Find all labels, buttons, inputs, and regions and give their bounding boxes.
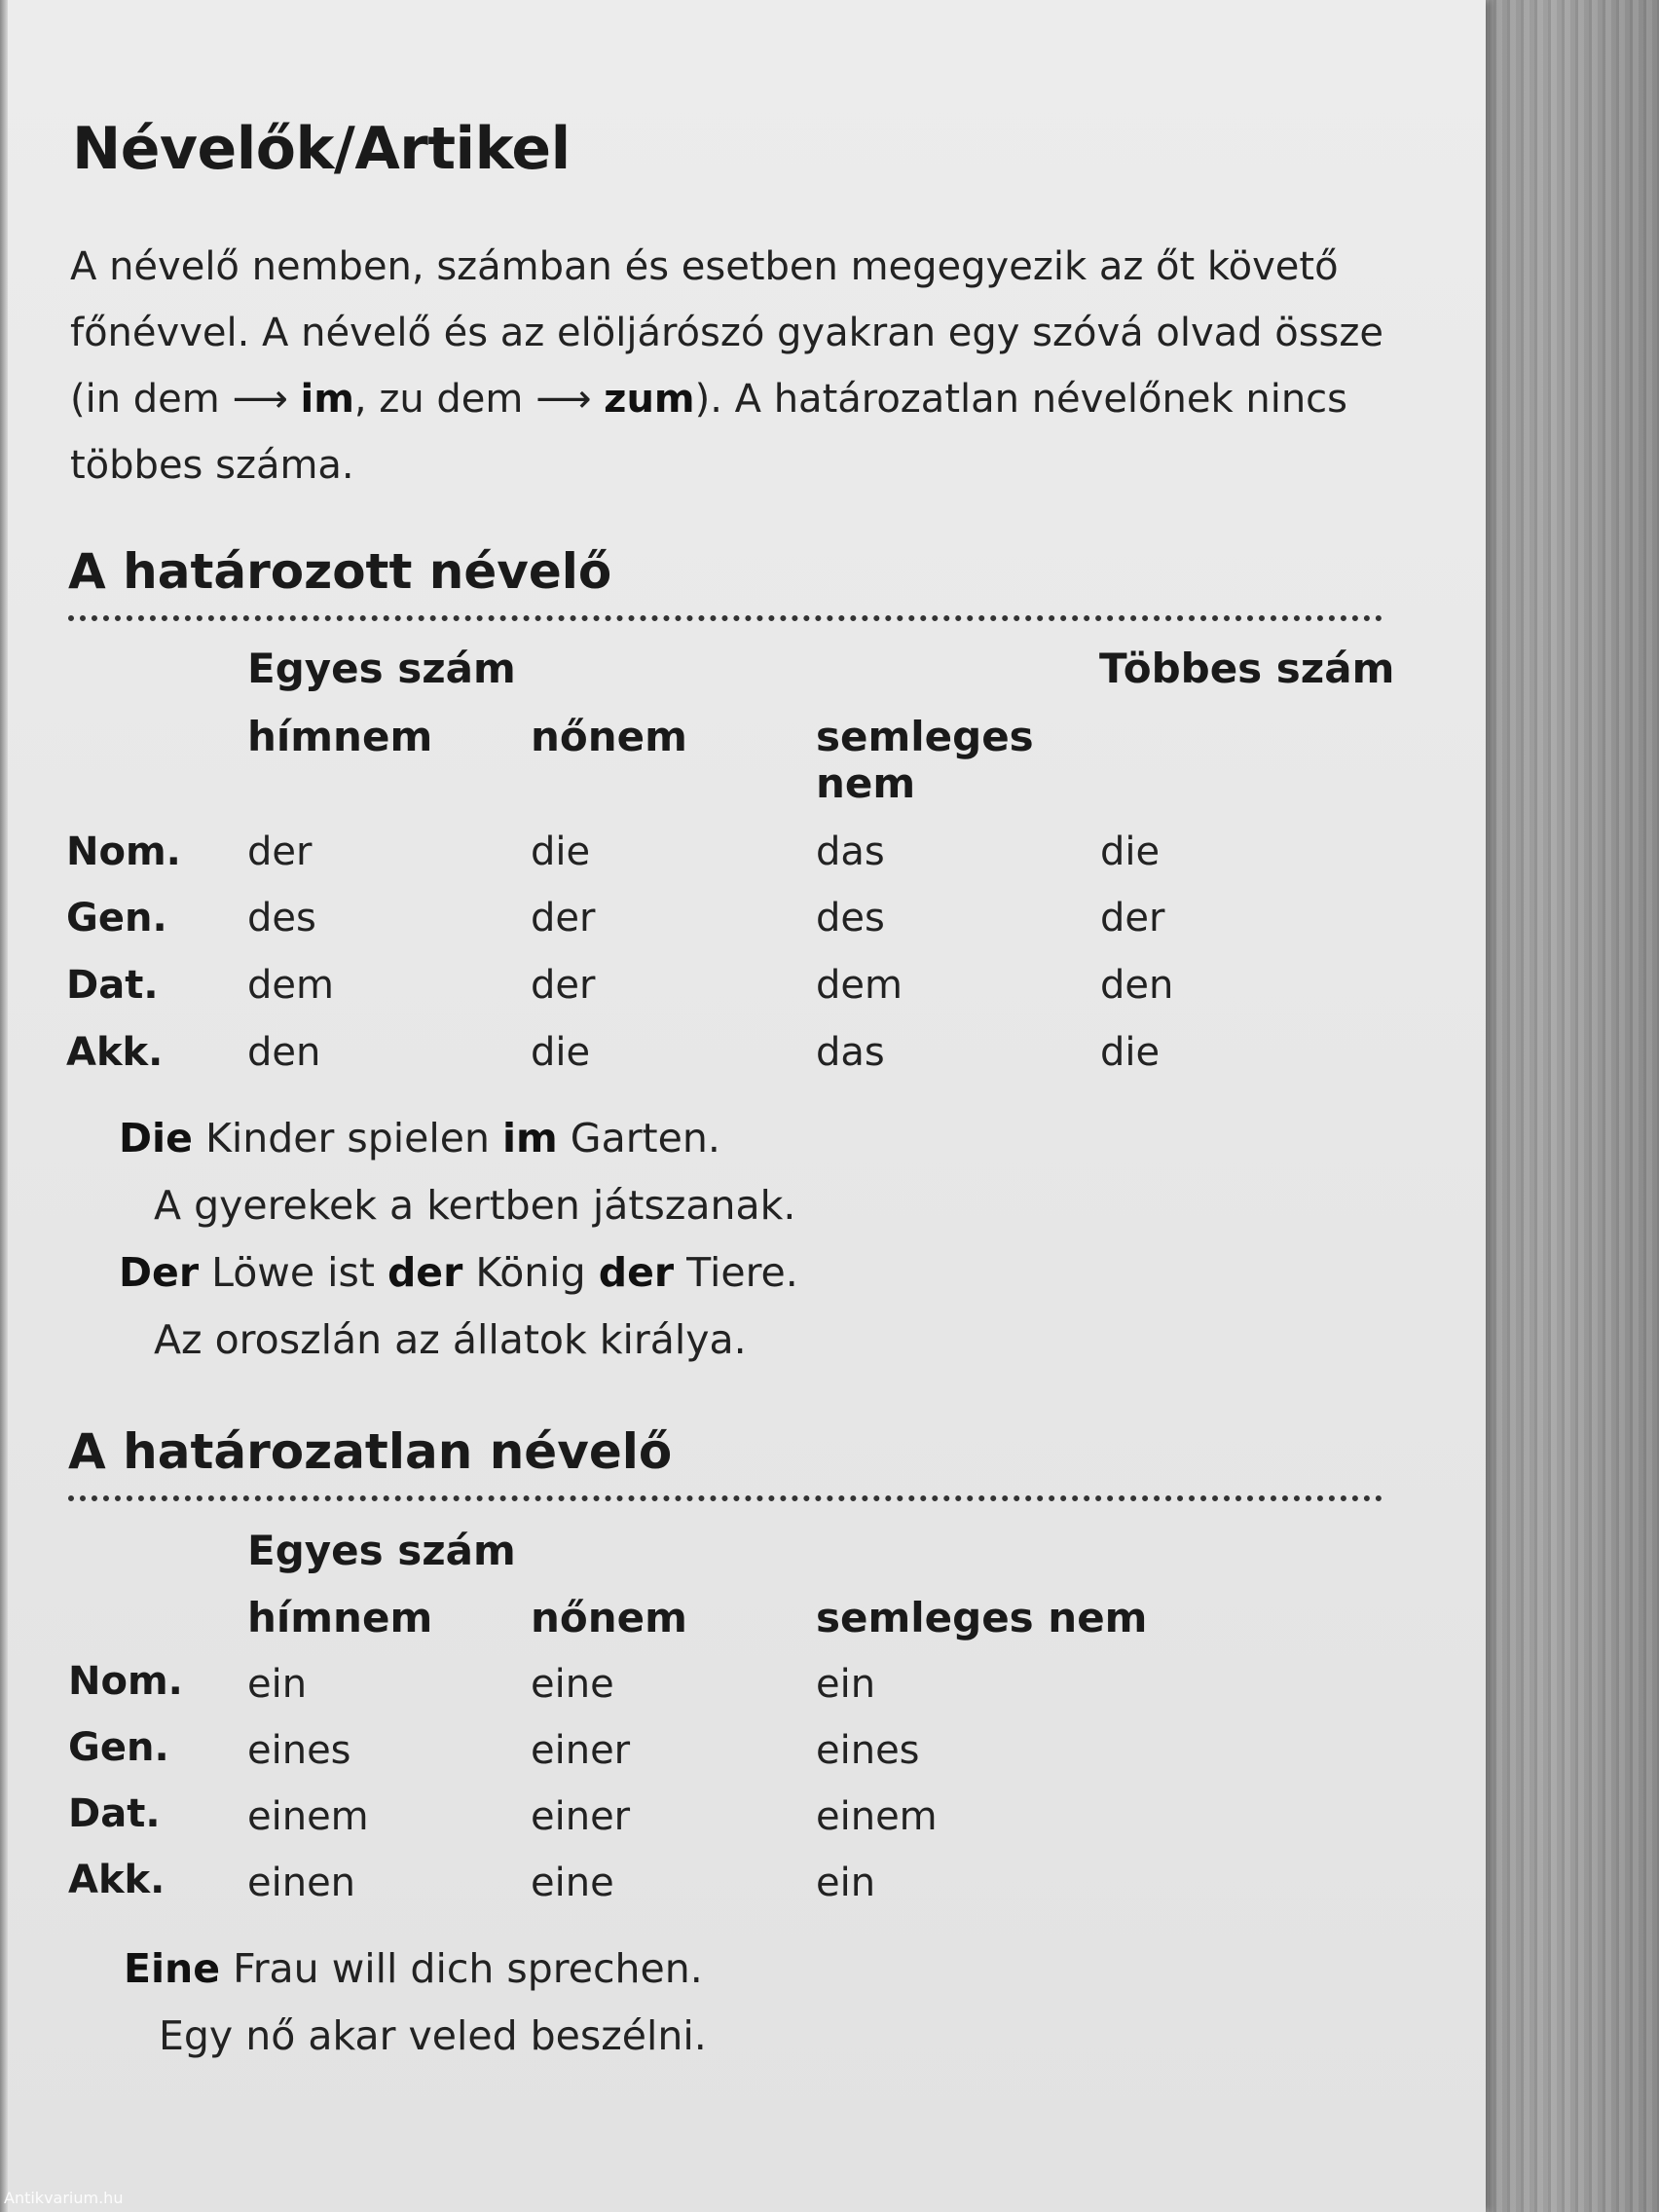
gender-header-neuter: semleges [816,713,1034,760]
example-text: Frau will dich sprechen. [220,1945,703,1992]
definite-heading: A határozott névelő [68,543,612,600]
intro-line-4: többes száma. [70,443,354,488]
intro-text: ). A határozatlan névelőnek nincs [694,377,1348,422]
example-text: Löwe ist [199,1249,387,1296]
table-cell: ein [247,1662,308,1707]
example-bold: Der [119,1249,200,1296]
table-cell: der [247,830,313,874]
example-text: Tiere. [674,1249,798,1296]
table-cell: den [1100,963,1174,1008]
table-cell: dem [816,963,903,1008]
case-label: Akk. [68,1858,166,1902]
intro-line-2: főnévvel. A névelő és az elöljárószó gyakran egy szóvá olvad össze [70,311,1384,355]
example-bold: der [598,1249,675,1296]
example-text: Garten. [557,1115,720,1161]
table-cell: des [247,896,316,940]
case-label: Dat. [66,963,159,1008]
page-edge [0,0,8,2212]
table-cell: einer [531,1794,631,1839]
definite-plural-label: Többes szám [1099,645,1395,692]
gender-header-masculine: hímnem [247,1594,433,1641]
table-cell: eines [247,1728,351,1773]
table-cell: die [531,1030,591,1075]
case-label: Nom. [66,830,181,874]
example-bold: Eine [124,1945,221,1992]
example-sentence [124,1945,703,1992]
example-text: König [462,1249,599,1296]
table-cell: das [816,1030,885,1075]
example-bold: Die [119,1115,193,1161]
table-cell: das [816,830,885,874]
intro-text: , zu dem ⟶ [353,377,605,422]
gender-header-feminine: nőnem [531,1594,687,1641]
table-cell: die [531,830,591,874]
example-sentence [119,1115,720,1161]
indefinite-heading: A határozatlan névelő [68,1423,673,1480]
table-cell: der [531,896,596,940]
indefinite-singular-label: Egyes szám [247,1527,516,1574]
gender-header-neuter-cont: nem [816,759,916,807]
table-cell: der [1100,896,1165,940]
example-text: Kinder spielen [192,1115,502,1161]
intro-bold-im: im [300,377,354,422]
gender-header-neuter: semleges nem [816,1594,1148,1641]
example-bold: der [387,1249,463,1296]
intro-paragraph [70,234,1433,498]
table-cell: eine [531,1662,614,1707]
table-cell: die [1100,830,1161,874]
example-bold: im [501,1115,558,1161]
case-label: Nom. [68,1659,183,1704]
table-cell: dem [247,963,334,1008]
indefinite-divider [68,1495,1382,1501]
page-title: Névelők/Artikel [72,115,571,183]
intro-bold-zum: zum [604,377,695,422]
table-cell: der [531,963,596,1008]
table-cell: einem [247,1794,369,1839]
intro-line-1: A névelő nemben, számban és esetben megegyezik az őt követő [70,244,1339,289]
example-translation: Egy nő akar veled beszélni. [159,2012,707,2059]
case-label: Akk. [66,1030,164,1075]
definite-singular-label: Egyes szám [247,645,516,692]
gender-header-feminine: nőnem [531,713,687,760]
case-label: Dat. [68,1791,161,1836]
gender-header-masculine: hímnem [247,713,433,760]
watermark: Antikvarium.hu [4,2189,124,2207]
table-cell: des [816,896,885,940]
case-label: Gen. [66,896,167,940]
example-sentence [119,1249,798,1296]
table-cell: eines [816,1728,920,1773]
table-cell: einer [531,1728,631,1773]
example-translation: A gyerekek a kertben játszanak. [154,1182,796,1229]
example-translation: Az oroszlán az állatok királya. [154,1316,747,1363]
table-cell: einem [816,1794,938,1839]
table-cell: ein [816,1861,876,1905]
case-label: Gen. [68,1725,169,1770]
definite-divider [68,615,1382,621]
table-cell: ein [816,1662,876,1707]
table-cell: die [1100,1030,1161,1075]
table-cell: eine [531,1861,614,1905]
intro-text: (in dem ⟶ [70,377,301,422]
table-cell: den [247,1030,321,1075]
table-cell: einen [247,1861,356,1905]
wood-background [1480,0,1659,2212]
intro-line-3 [70,366,1433,432]
